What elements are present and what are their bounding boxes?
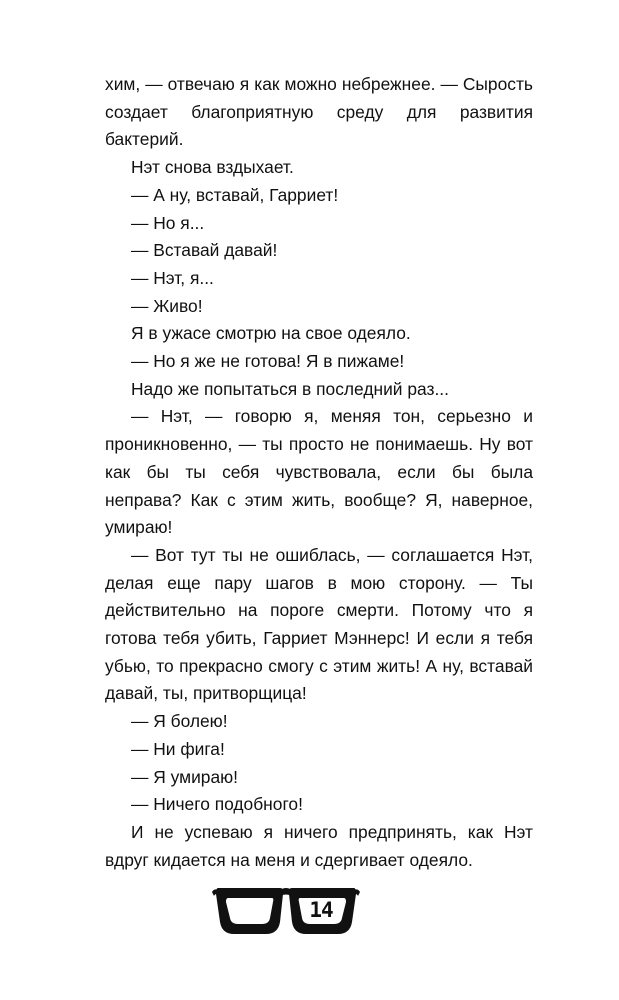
paragraph: хим, — отвечаю я как можно небрежнее. — Сырость создает благоприятную среду для развития бактерий.	[105, 74, 533, 150]
dialogue-line: — Я болею!	[131, 711, 228, 732]
paragraph: И не успеваю я ничего предпринять, как Нэт вдруг кидается на меня и сдергивает одеяло.	[105, 821, 533, 870]
dialogue-line: — Но я...	[131, 212, 205, 233]
dialogue-line: — Но я же не готова! Я в пижаме!	[131, 351, 405, 372]
dialogue-line: — Ни фига!	[131, 738, 225, 759]
paragraph: Надо же попытаться в последний раз...	[131, 378, 449, 399]
page-number: 14	[309, 898, 333, 922]
dialogue-line: — Вот тут ты не ошиблась, — соглашается Нэт, делая еще пару шагов в мою сторону. — Ты действительно на пороге смерти. Потому что я готова тебя убить, Гарриет Мэннерс! И если я тебя убью, то прекрасно смогу с этим жить! А ну, вставай давай, ты, притворщица!	[105, 544, 533, 704]
dialogue-line: — Я умираю!	[131, 766, 239, 787]
dialogue-line: — Нэт, я...	[131, 267, 214, 288]
paragraph: Я в ужасе смотрю на свое одеяло.	[131, 323, 411, 344]
dialogue-line: — Ничего подобного!	[131, 794, 303, 815]
dialogue-line: — Вставай давай!	[131, 240, 278, 261]
page-footer	[0, 868, 619, 958]
dialogue-line: — А ну, вставай, Гарриет!	[131, 184, 339, 205]
page-body	[105, 71, 533, 874]
dialogue-line: — Живо!	[131, 295, 203, 316]
dialogue-line: — Нэт, — говорю я, меняя тон, серьезно и проникновенно, — ты просто не понимаешь. Ну вот как бы ты себя чувствовала, если бы была неправа? Как с этим жить, вообще? Я, наверное, умираю!	[105, 406, 533, 538]
paragraph: Нэт снова вздыхает.	[131, 157, 294, 178]
